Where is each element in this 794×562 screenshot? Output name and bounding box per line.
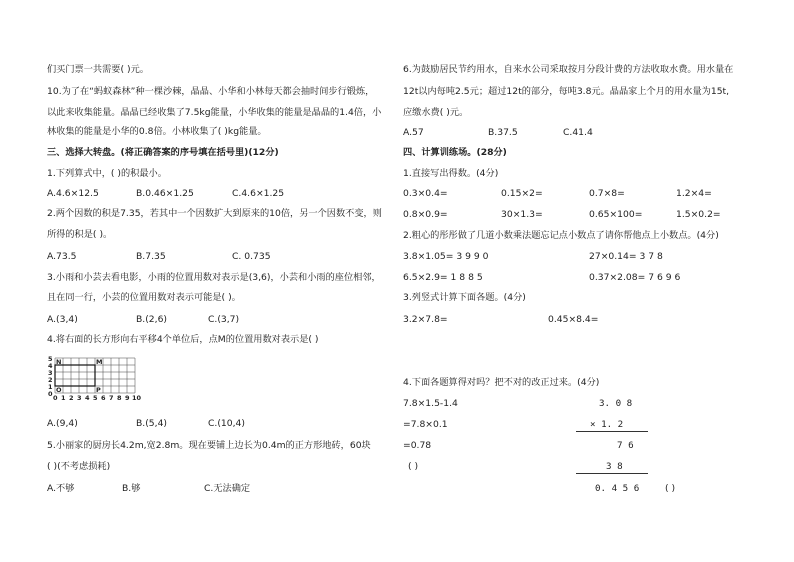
y-tick: 2: [48, 376, 53, 384]
y-tick: 5: [48, 355, 53, 363]
y-tick: 1: [48, 383, 53, 391]
q6-option-c: C.41.4: [563, 127, 593, 138]
q6-option-b: B.37.5: [488, 127, 518, 138]
q2-option-c: C. 0.735: [232, 251, 271, 262]
section3-title: 三、选择大转盘。(将正确答案的序号填在括号里)(12分): [47, 147, 279, 158]
x-tick: 8: [117, 394, 122, 401]
q3-line2: 且在同一行，小芸的位置用数对表示可能是( )。: [47, 292, 241, 303]
q3-option-a: A.(3,4): [47, 314, 78, 325]
p2-item: 3.8×1.05= 3 9 9 0: [403, 251, 489, 262]
p1-item: 0.7×8=: [589, 188, 625, 199]
q1-option-b: B.0.46×1.25: [136, 188, 194, 199]
x-tick: 2: [69, 394, 74, 401]
q2-option-a: A.73.5: [47, 251, 77, 262]
p1-title: 1.直接写出得数。(4分): [403, 168, 499, 179]
p3-item: 3.2×7.8=: [403, 314, 448, 325]
x-tick: 9: [125, 394, 130, 401]
p2-item: 0.37×2.08= 7 6 9 6: [589, 272, 681, 283]
q3-option-b: B.(2,6): [136, 314, 168, 325]
section4-title: 四、计算训练场。(28分): [403, 147, 507, 158]
p1-item: 0.8×0.9=: [403, 209, 448, 220]
q2-option-b: B.7.35: [136, 251, 166, 262]
p2-item: 27×0.14= 3 7 8: [589, 251, 663, 262]
x-tick: 4: [85, 394, 90, 401]
x-tick: 6: [101, 394, 106, 401]
q10-line2: 以此来收集能量。晶晶已经收集了7.5kg能量，小华收集的能量是晶晶的1.4倍，小: [47, 107, 382, 118]
vertical-calc-result: 0. 4 5 6: [595, 483, 640, 494]
q4-grid-svg: [47, 355, 147, 401]
vertical-calc-partial1: 7 6: [617, 440, 634, 451]
p1-item: 0.3×0.4=: [403, 188, 448, 199]
p1-item: 30×1.3=: [501, 209, 543, 220]
point-label-m: M: [96, 358, 103, 366]
q5-option-a: A.不够: [47, 483, 75, 494]
q6-line1: 6.为鼓励居民节约用水，自来水公司采取按月分段计费的方法收取水费。用水量在: [403, 64, 734, 75]
q4-option-a: A.(9,4): [47, 418, 78, 429]
x-tick: 0: [53, 394, 58, 401]
x-tick: 5: [93, 394, 98, 401]
q4-option-c: C.(10,4): [208, 418, 245, 429]
p2-item: 6.5×2.9= 1 8 8 5: [403, 272, 483, 283]
calc-line: [576, 473, 648, 474]
y-tick: 3: [48, 369, 53, 377]
p3-item: 0.45×8.4=: [548, 314, 599, 325]
q1-text: 1.下列算式中，( )的积最小。: [47, 168, 167, 179]
p4-left-line: =7.8×0.1: [403, 419, 448, 430]
q9-tail: 们买门票一共需要( )元。: [47, 64, 149, 75]
p4-right-answer: ( ): [665, 483, 676, 494]
p3-title: 3.列竖式计算下面各题。(4分): [403, 292, 526, 303]
q10-line3: 林收集的能量是小华的0.8倍。小林收集了( )kg能量。: [47, 126, 267, 137]
q2-line1: 2.两个因数的积是7.35，若其中一个因数扩大到原来的10倍，另一个因数不变，则: [47, 208, 382, 219]
q5-option-c: C.无法确定: [204, 483, 251, 494]
q4-rectangle: [55, 365, 95, 386]
p1-item: 0.15×2=: [501, 188, 543, 199]
y-tick: 4: [48, 362, 53, 370]
q3-option-c: C.(3,7): [208, 314, 240, 325]
q2-line2: 所得的积是( )。: [47, 229, 113, 240]
q10-line1: 10.为了在“蚂蚁森林”种一棵沙棘，晶晶、小华和小林每天都会抽时间步行锻炼，: [47, 86, 375, 97]
q5-option-b: B.够: [122, 483, 141, 494]
q1-option-c: C.4.6×1.25: [232, 188, 285, 199]
q1-option-a: A.4.6×12.5: [47, 188, 99, 199]
p4-title: 4.下面各题算得对吗？把不对的改正过来。(4分): [403, 377, 600, 388]
q5-line2: ( )(不考虑损耗): [47, 461, 111, 472]
x-tick: 10: [132, 394, 142, 401]
q6-line2: 12t以内每吨2.5元；超过12t的部分，每吨3.8元。晶晶家上个月的用水量为15t,: [403, 86, 730, 97]
q4-grid-figure: [47, 355, 147, 405]
x-tick: 7: [109, 394, 114, 401]
q4-option-b: B.(5,4): [136, 418, 168, 429]
calc-line: [576, 431, 648, 432]
vertical-calc-top: 3. 0 8: [599, 398, 633, 409]
q4-text: 4.将右面的长方形向右平移4个单位后，点M的位置用数对表示是( ): [47, 334, 319, 345]
point-label-n: N: [56, 358, 62, 366]
q6-option-a: A.57: [403, 127, 424, 138]
point-label-o: O: [56, 386, 62, 394]
p4-left-line: 7.8×1.5-1.4: [403, 398, 458, 409]
y-tick: 0: [48, 390, 53, 398]
q5-line1: 5.小丽家的厨房长4.2m,宽2.8m。现在要铺上边长为0.4m的正方形地砖，60块: [47, 440, 371, 451]
vertical-calc-multiplier: × 1. 2: [590, 419, 624, 430]
x-tick: 1: [61, 394, 66, 401]
p4-left-line: ( ): [408, 461, 419, 472]
p1-item: 1.2×4=: [676, 188, 712, 199]
vertical-calc-partial2: 3 8: [606, 461, 623, 472]
q6-line3: 应缴水费( )元。: [403, 107, 469, 118]
p4-left-line: =0.78: [403, 440, 432, 451]
q3-line1: 3.小雨和小芸去看电影，小雨的位置用数对表示是(3,6)，小芸和小雨的座位相邻，: [47, 272, 381, 283]
p1-item: 1.5×0.2=: [676, 209, 721, 220]
p2-title: 2.粗心的彤彤做了几道小数乘法题忘记点小数点了请你帮他点上小数点。(4分): [403, 230, 719, 241]
point-label-p: P: [96, 386, 101, 394]
p1-item: 0.65×100=: [589, 209, 643, 220]
x-tick: 3: [77, 394, 82, 401]
